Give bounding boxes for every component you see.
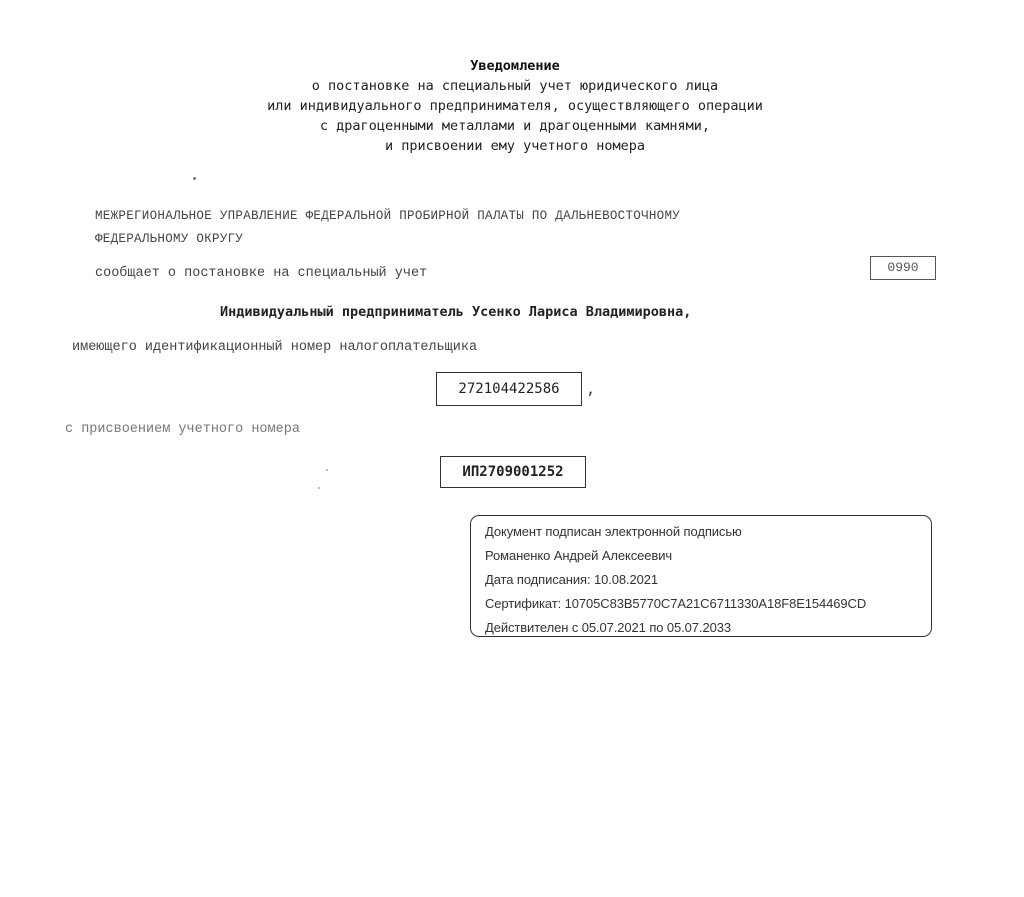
inn-comma: ,: [586, 380, 596, 398]
entity-name: Индивидуальный предприниматель Усенко Лариса Владимировна,: [220, 304, 692, 320]
signature-date: Дата подписания: 10.08.2021: [485, 572, 659, 587]
scan-speck: [318, 487, 320, 489]
notice-title: [170, 56, 860, 156]
signature-signer: Романенко Андрей Алексеевич: [485, 548, 673, 563]
signature-heading: Документ подписан электронной подписью: [485, 524, 742, 539]
scan-speck: [193, 177, 196, 180]
title-line-1: о постановке на специальный учет юридического лица: [311, 78, 719, 94]
title-line-2: или индивидуального предпринимателя, осуществляющего операции: [267, 98, 763, 114]
signature-validity: Действителен с 05.07.2021 по 05.07.2033: [485, 620, 731, 635]
registration-code-box: 0990: [870, 256, 936, 280]
organization-line-1: МЕЖРЕГИОНАЛЬНОЕ УПРАВЛЕНИЕ ФЕДЕРАЛЬНОЙ ПРОБИРНОЙ ПАЛАТЫ ПО ДАЛЬНЕВОСТОЧНОМУ: [95, 209, 681, 223]
scan-speck: [326, 469, 328, 471]
issuing-organization: [95, 205, 895, 251]
reports-registration-text: сообщает о постановке на специальный учет: [95, 266, 428, 281]
electronic-signature-stamp: [470, 515, 932, 637]
title-heading: Уведомление: [470, 58, 560, 74]
inn-label: имеющего идентификационный номер налогоплательщика: [72, 340, 478, 355]
signature-certificate: Сертификат: 10705C83B5770C7A21C6711330A18F8E154469CD: [485, 596, 867, 611]
account-number-box: ИП2709001252: [440, 456, 586, 488]
title-line-4: и присвоении ему учетного номера: [384, 138, 646, 154]
inn-box: 272104422586: [436, 372, 582, 406]
organization-line-2: ФЕДЕРАЛЬНОМУ ОКРУГУ: [95, 232, 244, 246]
title-line-3: с драгоценными металлами и драгоценными камнями,: [319, 118, 711, 134]
account-number-label: с присвоением учетного номера: [65, 422, 300, 437]
